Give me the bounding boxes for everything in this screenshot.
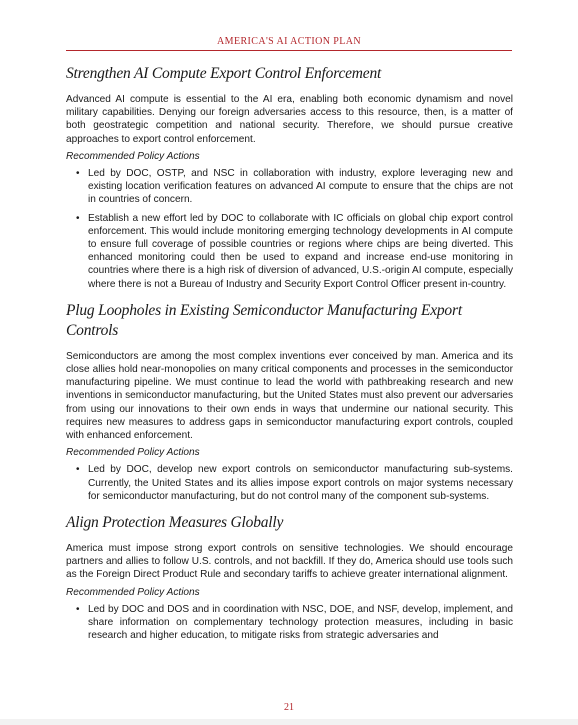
action-item: • Led by DOC, develop new export controls on semiconductor manufacturing sub-systems. Currently, the United States and its allies impose export controls on major systems necessary for semiconductor manufacturing, but do not control many of the component sub-systems. [88, 463, 513, 503]
page-bottom-edge [0, 719, 578, 725]
section-paragraph: Semiconductors are among the most complex inventions ever conceived by man. America and its close allies hold near-monopolies on many critical components and processes in the semiconductor manufacturing pipeline. We must continue to lead the world with pathbreaking research and new inventions in semiconductor manufacturing, but the United States must also prevent our adversaries from using our innovations to their own ends in ways that undermine our national security. This requires new measures to address gaps in semiconductor manufacturing export controls, coupled with enhanced enforcement. [66, 350, 513, 442]
action-list [66, 167, 513, 291]
section-align-protection [66, 513, 513, 642]
action-list [66, 463, 513, 503]
section-paragraph: Advanced AI compute is essential to the AI era, enabling both economic dynamism and novel military capabilities. Denying our foreign adversaries access to this resource, then, is a matter of both geostrategic competition and national security. Therefore, we should pursue creative approaches to export control enforcement. [66, 94, 513, 145]
section-heading: Plug Loopholes in Existing Semiconductor Manufacturing Export Controls [66, 301, 462, 339]
section-compute-export-control [66, 64, 513, 291]
action-item: • Led by DOC and DOS and in coordination with NSC, DOE, and NSF, develop, implement, and share information on complementary technology protection measures, including in basic research and higher education, to mitigate risks from strategic adversaries and [88, 603, 513, 643]
section-heading: Strengthen AI Compute Export Control Enforcement [66, 65, 382, 82]
section-paragraph: America must impose strong export controls on sensitive technologies. We should encourage partners and allies to follow U.S. controls, and not backfill. If they do, America should use tools such as the Foreign Direct Product Rule and secondary tariffs to achieve greater international alignment. [66, 543, 513, 581]
section-heading: Align Protection Measures Globally [66, 514, 284, 532]
running-header: AMERICA'S AI ACTION PLAN [217, 36, 361, 47]
recommended-actions-label: Recommended Policy Actions [66, 447, 200, 459]
header-divider [66, 50, 512, 51]
recommended-actions-label: Recommended Policy Actions [66, 586, 200, 598]
action-item: • Establish a new effort led by DOC to collaborate with IC officials on global chip export control enforcement. This would include monitoring emerging technology developments in AI compute to ensure full coverage of possible countries or regions where chips are being diverted. This enhanced monitoring could then be used to expand and increase end-use monitoring in countries where there is a high risk of diversion of advanced, U.S.-origin AI compute, especially where there is not a Bureau of Industry and Security Export Control Officer present in-country. [88, 212, 513, 291]
recommended-actions-label: Recommended Policy Actions [66, 150, 200, 162]
page-number: 21 [284, 702, 294, 713]
action-item: • Led by DOC, OSTP, and NSC in collaboration with industry, explore leveraging new and existing location verification features on advanced AI compute to ensure that the chips are not in countries of concern. [88, 167, 513, 207]
page-content [66, 64, 513, 653]
action-list [66, 603, 513, 643]
section-semiconductor-loopholes [66, 301, 513, 503]
